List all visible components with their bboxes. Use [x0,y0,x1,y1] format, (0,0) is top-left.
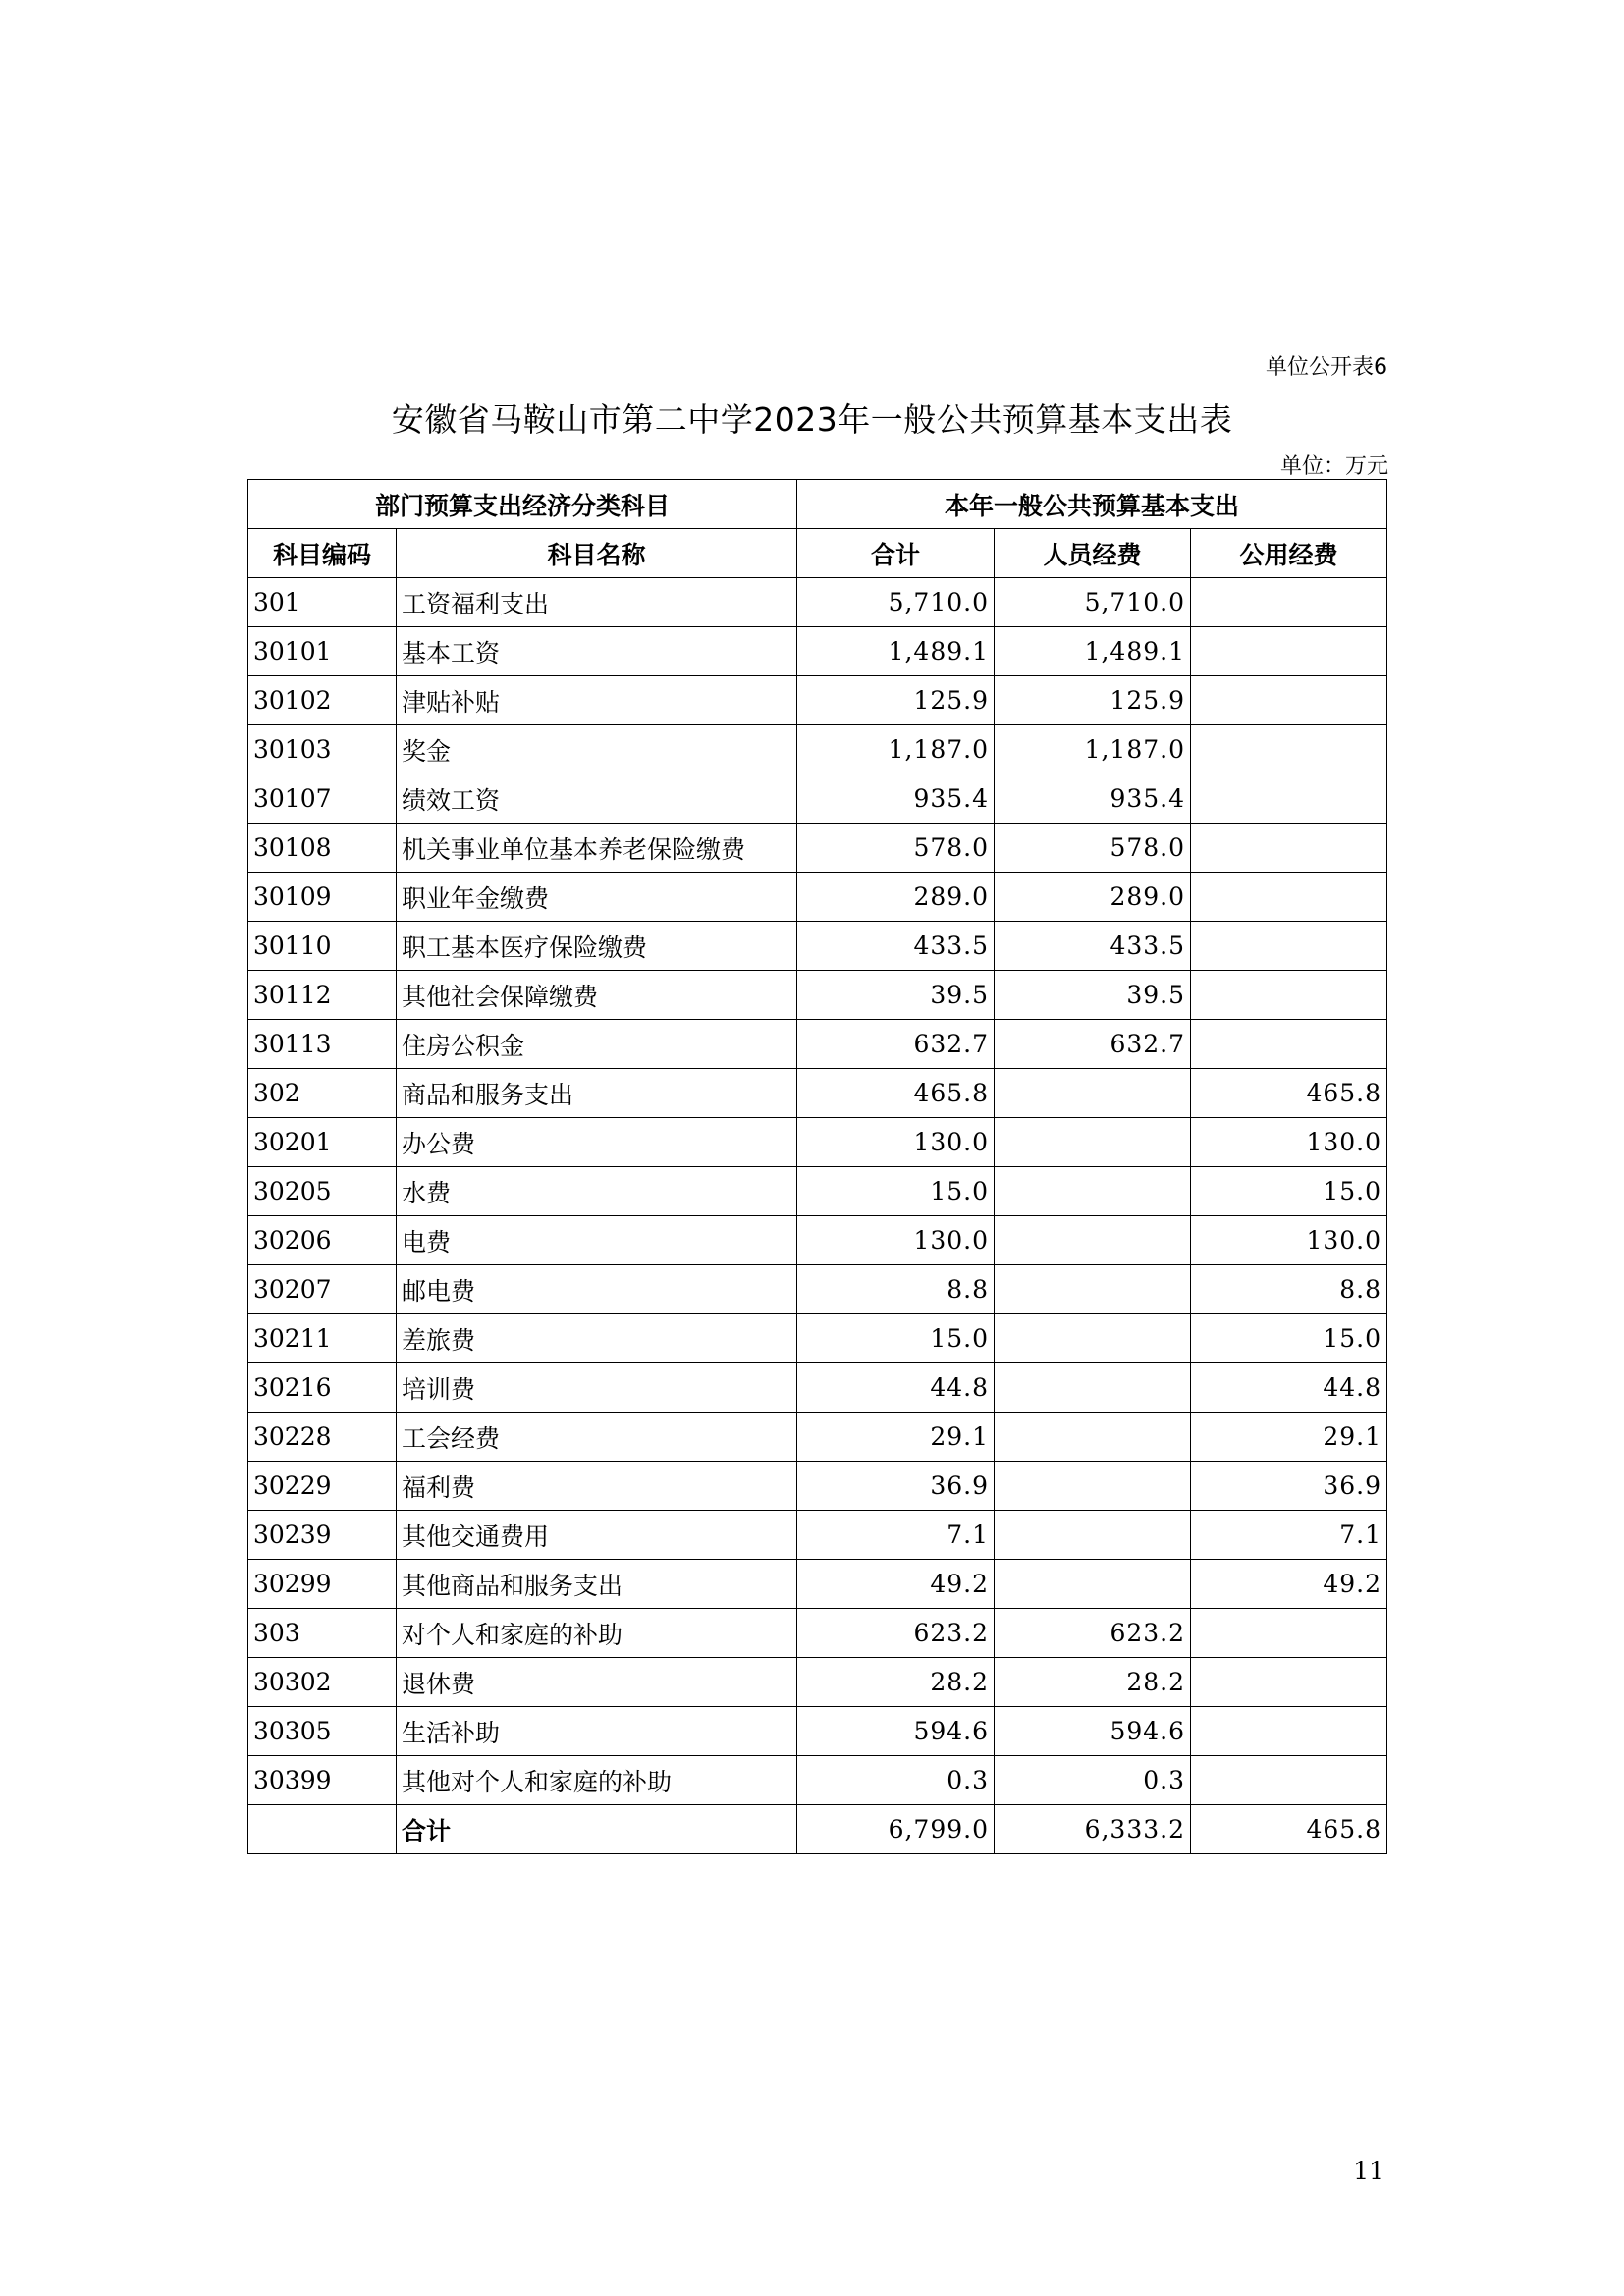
row-total: 36.9 [797,1462,995,1511]
row-total: 289.0 [797,873,995,922]
row-code: 30109 [248,873,397,922]
row-name: 机关事业单位基本养老保险缴费 [397,824,797,873]
row-name: 对个人和家庭的补助 [397,1609,797,1658]
row-personnel [995,1216,1191,1265]
row-name: 培训费 [397,1363,797,1413]
table-row [248,873,1387,922]
row-name: 住房公积金 [397,1020,797,1069]
row-public [1191,725,1387,774]
row-name: 其他社会保障缴费 [397,971,797,1020]
row-public [1191,824,1387,873]
row-code: 30108 [248,824,397,873]
row-total: 130.0 [797,1216,995,1265]
header-personnel: 人员经费 [995,529,1191,578]
header-group-row [248,480,1387,529]
row-public: 130.0 [1191,1216,1387,1265]
row-code: 30112 [248,971,397,1020]
row-code: 30206 [248,1216,397,1265]
row-personnel [995,1363,1191,1413]
row-public: 130.0 [1191,1118,1387,1167]
table-row [248,824,1387,873]
page-number: 11 [1353,2157,1384,2185]
row-name: 差旅费 [397,1314,797,1363]
row-name: 商品和服务支出 [397,1069,797,1118]
table-row [248,1560,1387,1609]
row-total: 935.4 [797,774,995,824]
table-row [248,1265,1387,1314]
row-name: 职工基本医疗保险缴费 [397,922,797,971]
row-code: 30101 [248,627,397,676]
row-public [1191,774,1387,824]
row-public: 29.1 [1191,1413,1387,1462]
row-code: 302 [248,1069,397,1118]
total-row [248,1805,1387,1854]
row-personnel [995,1265,1191,1314]
total-sum: 6,799.0 [797,1805,995,1854]
row-code: 30103 [248,725,397,774]
row-public [1191,873,1387,922]
table-row [248,1020,1387,1069]
table-row [248,578,1387,627]
unit-label: 单位：万元 [1279,454,1388,479]
row-code: 30302 [248,1658,397,1707]
row-name: 电费 [397,1216,797,1265]
row-total: 433.5 [797,922,995,971]
row-name: 职业年金缴费 [397,873,797,922]
row-personnel [995,1560,1191,1609]
header-name: 科目名称 [397,529,797,578]
row-public: 465.8 [1191,1069,1387,1118]
row-personnel: 0.3 [995,1756,1191,1805]
table-row [248,676,1387,725]
row-code: 30113 [248,1020,397,1069]
total-label: 合计 [397,1805,797,1854]
table-row [248,971,1387,1020]
total-personnel: 6,333.2 [995,1805,1191,1854]
row-name: 工资福利支出 [397,578,797,627]
row-public: 44.8 [1191,1363,1387,1413]
row-personnel: 935.4 [995,774,1191,824]
row-total: 39.5 [797,971,995,1020]
row-name: 办公费 [397,1118,797,1167]
row-total: 465.8 [797,1069,995,1118]
row-name: 奖金 [397,725,797,774]
row-personnel: 433.5 [995,922,1191,971]
row-personnel: 39.5 [995,971,1191,1020]
row-personnel [995,1462,1191,1511]
row-total: 44.8 [797,1363,995,1413]
row-name: 邮电费 [397,1265,797,1314]
table-row [248,725,1387,774]
row-total: 49.2 [797,1560,995,1609]
row-code: 30201 [248,1118,397,1167]
row-public [1191,578,1387,627]
row-total: 130.0 [797,1118,995,1167]
header-group-basic-expenditure: 本年一般公共预算基本支出 [797,480,1387,529]
row-total: 5,710.0 [797,578,995,627]
row-code: 30299 [248,1560,397,1609]
row-code: 30305 [248,1707,397,1756]
row-public [1191,1020,1387,1069]
row-public: 8.8 [1191,1265,1387,1314]
row-personnel: 594.6 [995,1707,1191,1756]
table-row [248,1462,1387,1511]
row-total: 29.1 [797,1413,995,1462]
row-total: 632.7 [797,1020,995,1069]
row-name: 绩效工资 [397,774,797,824]
row-code: 30110 [248,922,397,971]
row-code: 301 [248,578,397,627]
table-row [248,1216,1387,1265]
row-code: 30228 [248,1413,397,1462]
row-total: 7.1 [797,1511,995,1560]
budget-table [247,479,1387,1854]
row-public: 15.0 [1191,1314,1387,1363]
total-public: 465.8 [1191,1805,1387,1854]
row-total: 594.6 [797,1707,995,1756]
row-name: 津贴补贴 [397,676,797,725]
row-total: 0.3 [797,1756,995,1805]
row-name: 基本工资 [397,627,797,676]
row-public [1191,1707,1387,1756]
row-public: 7.1 [1191,1511,1387,1560]
row-personnel [995,1118,1191,1167]
table-row [248,1756,1387,1805]
row-public [1191,1756,1387,1805]
header-total: 合计 [797,529,995,578]
row-name: 生活补助 [397,1707,797,1756]
row-total: 1,489.1 [797,627,995,676]
row-public: 36.9 [1191,1462,1387,1511]
row-public [1191,627,1387,676]
row-code: 30211 [248,1314,397,1363]
header-column-row [248,529,1387,578]
table-row [248,1069,1387,1118]
row-name: 水费 [397,1167,797,1216]
row-name: 福利费 [397,1462,797,1511]
table-row [248,774,1387,824]
header-code: 科目编码 [248,529,397,578]
header-group-classification: 部门预算支出经济分类科目 [248,480,797,529]
row-total: 8.8 [797,1265,995,1314]
row-code: 30207 [248,1265,397,1314]
row-personnel: 5,710.0 [995,578,1191,627]
row-personnel [995,1069,1191,1118]
table-number-label: 单位公开表6 [1266,355,1387,380]
table-row [248,1511,1387,1560]
row-code: 30216 [248,1363,397,1413]
row-code: 30205 [248,1167,397,1216]
row-personnel [995,1413,1191,1462]
row-public: 15.0 [1191,1167,1387,1216]
table-row [248,1413,1387,1462]
table-row [248,627,1387,676]
table-row [248,1707,1387,1756]
row-code: 30239 [248,1511,397,1560]
row-public: 49.2 [1191,1560,1387,1609]
row-public [1191,1609,1387,1658]
row-code: 30229 [248,1462,397,1511]
row-total: 15.0 [797,1167,995,1216]
table-row [248,1609,1387,1658]
row-personnel: 125.9 [995,676,1191,725]
row-code: 30107 [248,774,397,824]
table-row [248,922,1387,971]
row-total: 1,187.0 [797,725,995,774]
row-total: 125.9 [797,676,995,725]
total-code-cell [248,1805,397,1854]
table-row [248,1658,1387,1707]
row-code: 30399 [248,1756,397,1805]
row-public [1191,676,1387,725]
row-personnel: 28.2 [995,1658,1191,1707]
row-name: 其他交通费用 [397,1511,797,1560]
table-row [248,1118,1387,1167]
row-public [1191,1658,1387,1707]
row-total: 578.0 [797,824,995,873]
row-personnel: 1,489.1 [995,627,1191,676]
row-code: 30102 [248,676,397,725]
row-code: 303 [248,1609,397,1658]
row-personnel: 578.0 [995,824,1191,873]
row-personnel: 289.0 [995,873,1191,922]
row-personnel: 623.2 [995,1609,1191,1658]
row-personnel: 1,187.0 [995,725,1191,774]
row-name: 工会经费 [397,1413,797,1462]
row-personnel [995,1167,1191,1216]
row-name: 退休费 [397,1658,797,1707]
row-public [1191,922,1387,971]
page-title: 安徽省马鞍山市第二中学2023年一般公共预算基本支出表 [391,400,1233,439]
row-total: 15.0 [797,1314,995,1363]
row-personnel [995,1314,1191,1363]
row-total: 28.2 [797,1658,995,1707]
row-public [1191,971,1387,1020]
row-name: 其他对个人和家庭的补助 [397,1756,797,1805]
table-row [248,1167,1387,1216]
row-name: 其他商品和服务支出 [397,1560,797,1609]
table-row [248,1363,1387,1413]
header-public: 公用经费 [1191,529,1387,578]
row-total: 623.2 [797,1609,995,1658]
table-body [248,578,1387,1805]
row-personnel [995,1511,1191,1560]
row-personnel: 632.7 [995,1020,1191,1069]
table-row [248,1314,1387,1363]
